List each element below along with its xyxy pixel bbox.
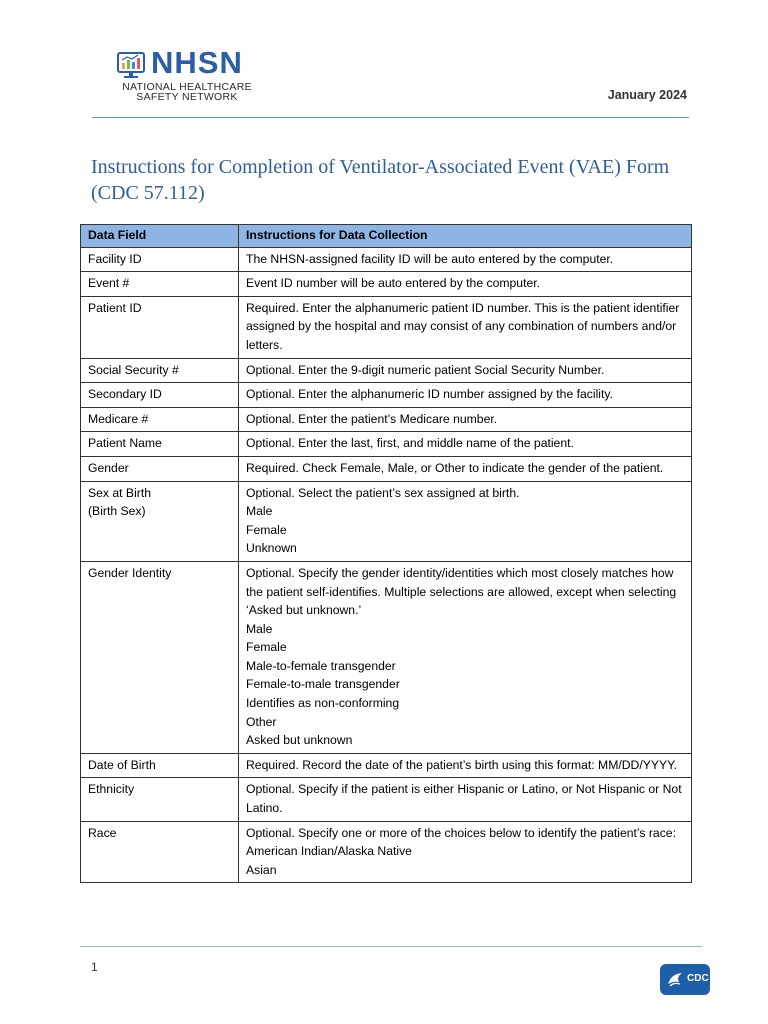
data-field-cell [81,753,239,778]
monitor-chart-icon [117,50,147,82]
data-field-text: Medicare # [88,411,149,426]
instruction-cell [239,407,692,432]
instruction-cell [239,247,692,272]
instruction-text: Optional. Enter the last, first, and middle name of the patient. [246,436,574,451]
table-row [81,481,692,561]
table-row [81,407,692,432]
data-field-text: (Birth Sex) [88,504,146,519]
data-field-text: Sex at Birth [88,485,151,500]
option-item: Female [246,522,287,537]
instruction-text: Required. Enter the alphanumeric patient ID number. This is the patient identifier assigned by the hospital and may consist of any combination of numbers and/or letters. [246,300,680,352]
instruction-text: Optional. Enter the alphanumeric ID number assigned by the facility. [246,387,613,402]
data-field-text: Facility ID [88,251,142,266]
instruction-text: Optional. Enter the 9-digit numeric patient Social Security Number. [246,362,605,377]
data-field-text: Gender [88,460,129,475]
instruction-cell [239,821,692,883]
instruction-text: Optional. Specify one or more of the choices below to identify the patient’s race: [246,825,676,840]
instruction-cell [239,778,692,821]
data-field-text: Gender Identity [88,565,172,580]
data-field-text: Event # [88,276,130,291]
option-item: Asked but unknown [246,733,353,748]
data-field-text: Patient Name [88,436,162,451]
instruction-text: The NHSN-assigned facility ID will be auto entered by the computer. [246,251,614,266]
document-date: January 2024 [607,88,687,102]
option-item: Identifies as non-conforming [246,696,400,711]
table-row [81,296,692,358]
instruction-cell [239,753,692,778]
instruction-text: Optional. Enter the patient’s Medicare number. [246,411,498,426]
data-field-cell [81,247,239,272]
data-field-cell [81,778,239,821]
data-field-text: Patient ID [88,300,142,315]
option-item: Female-to-male transgender [246,677,400,692]
hhs-eagle-icon [665,970,685,990]
option-item: Male [246,621,273,636]
header-divider [92,117,689,118]
logo-wordmark: NHSN [151,45,243,80]
table-row [81,383,692,408]
data-field-cell [81,432,239,457]
table-row [81,753,692,778]
table-row [81,272,692,297]
logo-subtitle-line1: NATIONAL HEALTHCARE [122,81,252,93]
page-number: 1 [91,960,98,974]
instruction-cell [239,383,692,408]
table-header-row [81,225,692,248]
logo-subtitle-line2: SAFETY NETWORK [136,91,238,103]
data-field-cell [81,456,239,481]
instruction-text: Event ID number will be auto entered by the computer. [246,276,541,291]
data-field-text: Secondary ID [88,387,162,402]
option-item: Male [246,504,273,519]
page-title: Instructions for Completion of Ventilator-Associated Event (VAE) Form (CDC 57.112) [91,156,670,204]
option-item: Other [246,714,277,729]
option-item: Female [246,640,287,655]
instruction-text: Required. Check Female, Male, or Other to indicate the gender of the patient. [246,460,664,475]
instruction-cell [239,561,692,753]
footer-divider [80,946,702,947]
data-field-cell [81,358,239,383]
data-field-cell [81,561,239,753]
instruction-cell [239,296,692,358]
instruction-text: Optional. Select the patient’s sex assigned at birth. [246,485,520,500]
header-instructions: Instructions for Data Collection [239,225,692,248]
instruction-cell [239,358,692,383]
option-item: American Indian/Alaska Native [246,844,412,859]
data-field-cell [81,296,239,358]
data-field-text: Date of Birth [88,757,156,772]
header-data-field: Data Field [81,225,239,248]
instruction-text: Optional. Specify if the patient is either Hispanic or Latino, or Not Hispanic or Not Latino. [246,782,682,816]
table-body [81,247,692,883]
table-row [81,247,692,272]
instructions-table [80,224,692,883]
cdc-logo-text: CDC [687,973,709,984]
instruction-cell [239,481,692,561]
data-field-text: Social Security # [88,362,179,377]
data-field-cell [81,407,239,432]
option-item: Asian [246,862,277,877]
data-field-cell [81,821,239,883]
instruction-cell [239,432,692,457]
option-item: Male-to-female transgender [246,658,396,673]
instruction-text: Required. Record the date of the patient’s birth using this format: MM/DD/YYYY. [246,757,678,772]
instruction-text: Optional. Specify the gender identity/identities which most closely matches how the patient self-identifies. Multiple selections are allowed, except when selecting ‘Asked but unknown.’ [246,565,677,618]
data-field-text: Ethnicity [88,782,135,797]
option-item: Unknown [246,541,297,556]
instruction-cell [239,456,692,481]
table-row [81,432,692,457]
nhsn-logo [117,46,277,106]
data-field-text: Race [88,825,117,840]
table-row [81,821,692,883]
table-row [81,358,692,383]
table-row [81,778,692,821]
table-row [81,561,692,753]
cdc-logo [660,964,710,995]
data-field-cell [81,272,239,297]
instruction-cell [239,272,692,297]
data-field-cell [81,383,239,408]
data-field-cell [81,481,239,561]
table-row [81,456,692,481]
